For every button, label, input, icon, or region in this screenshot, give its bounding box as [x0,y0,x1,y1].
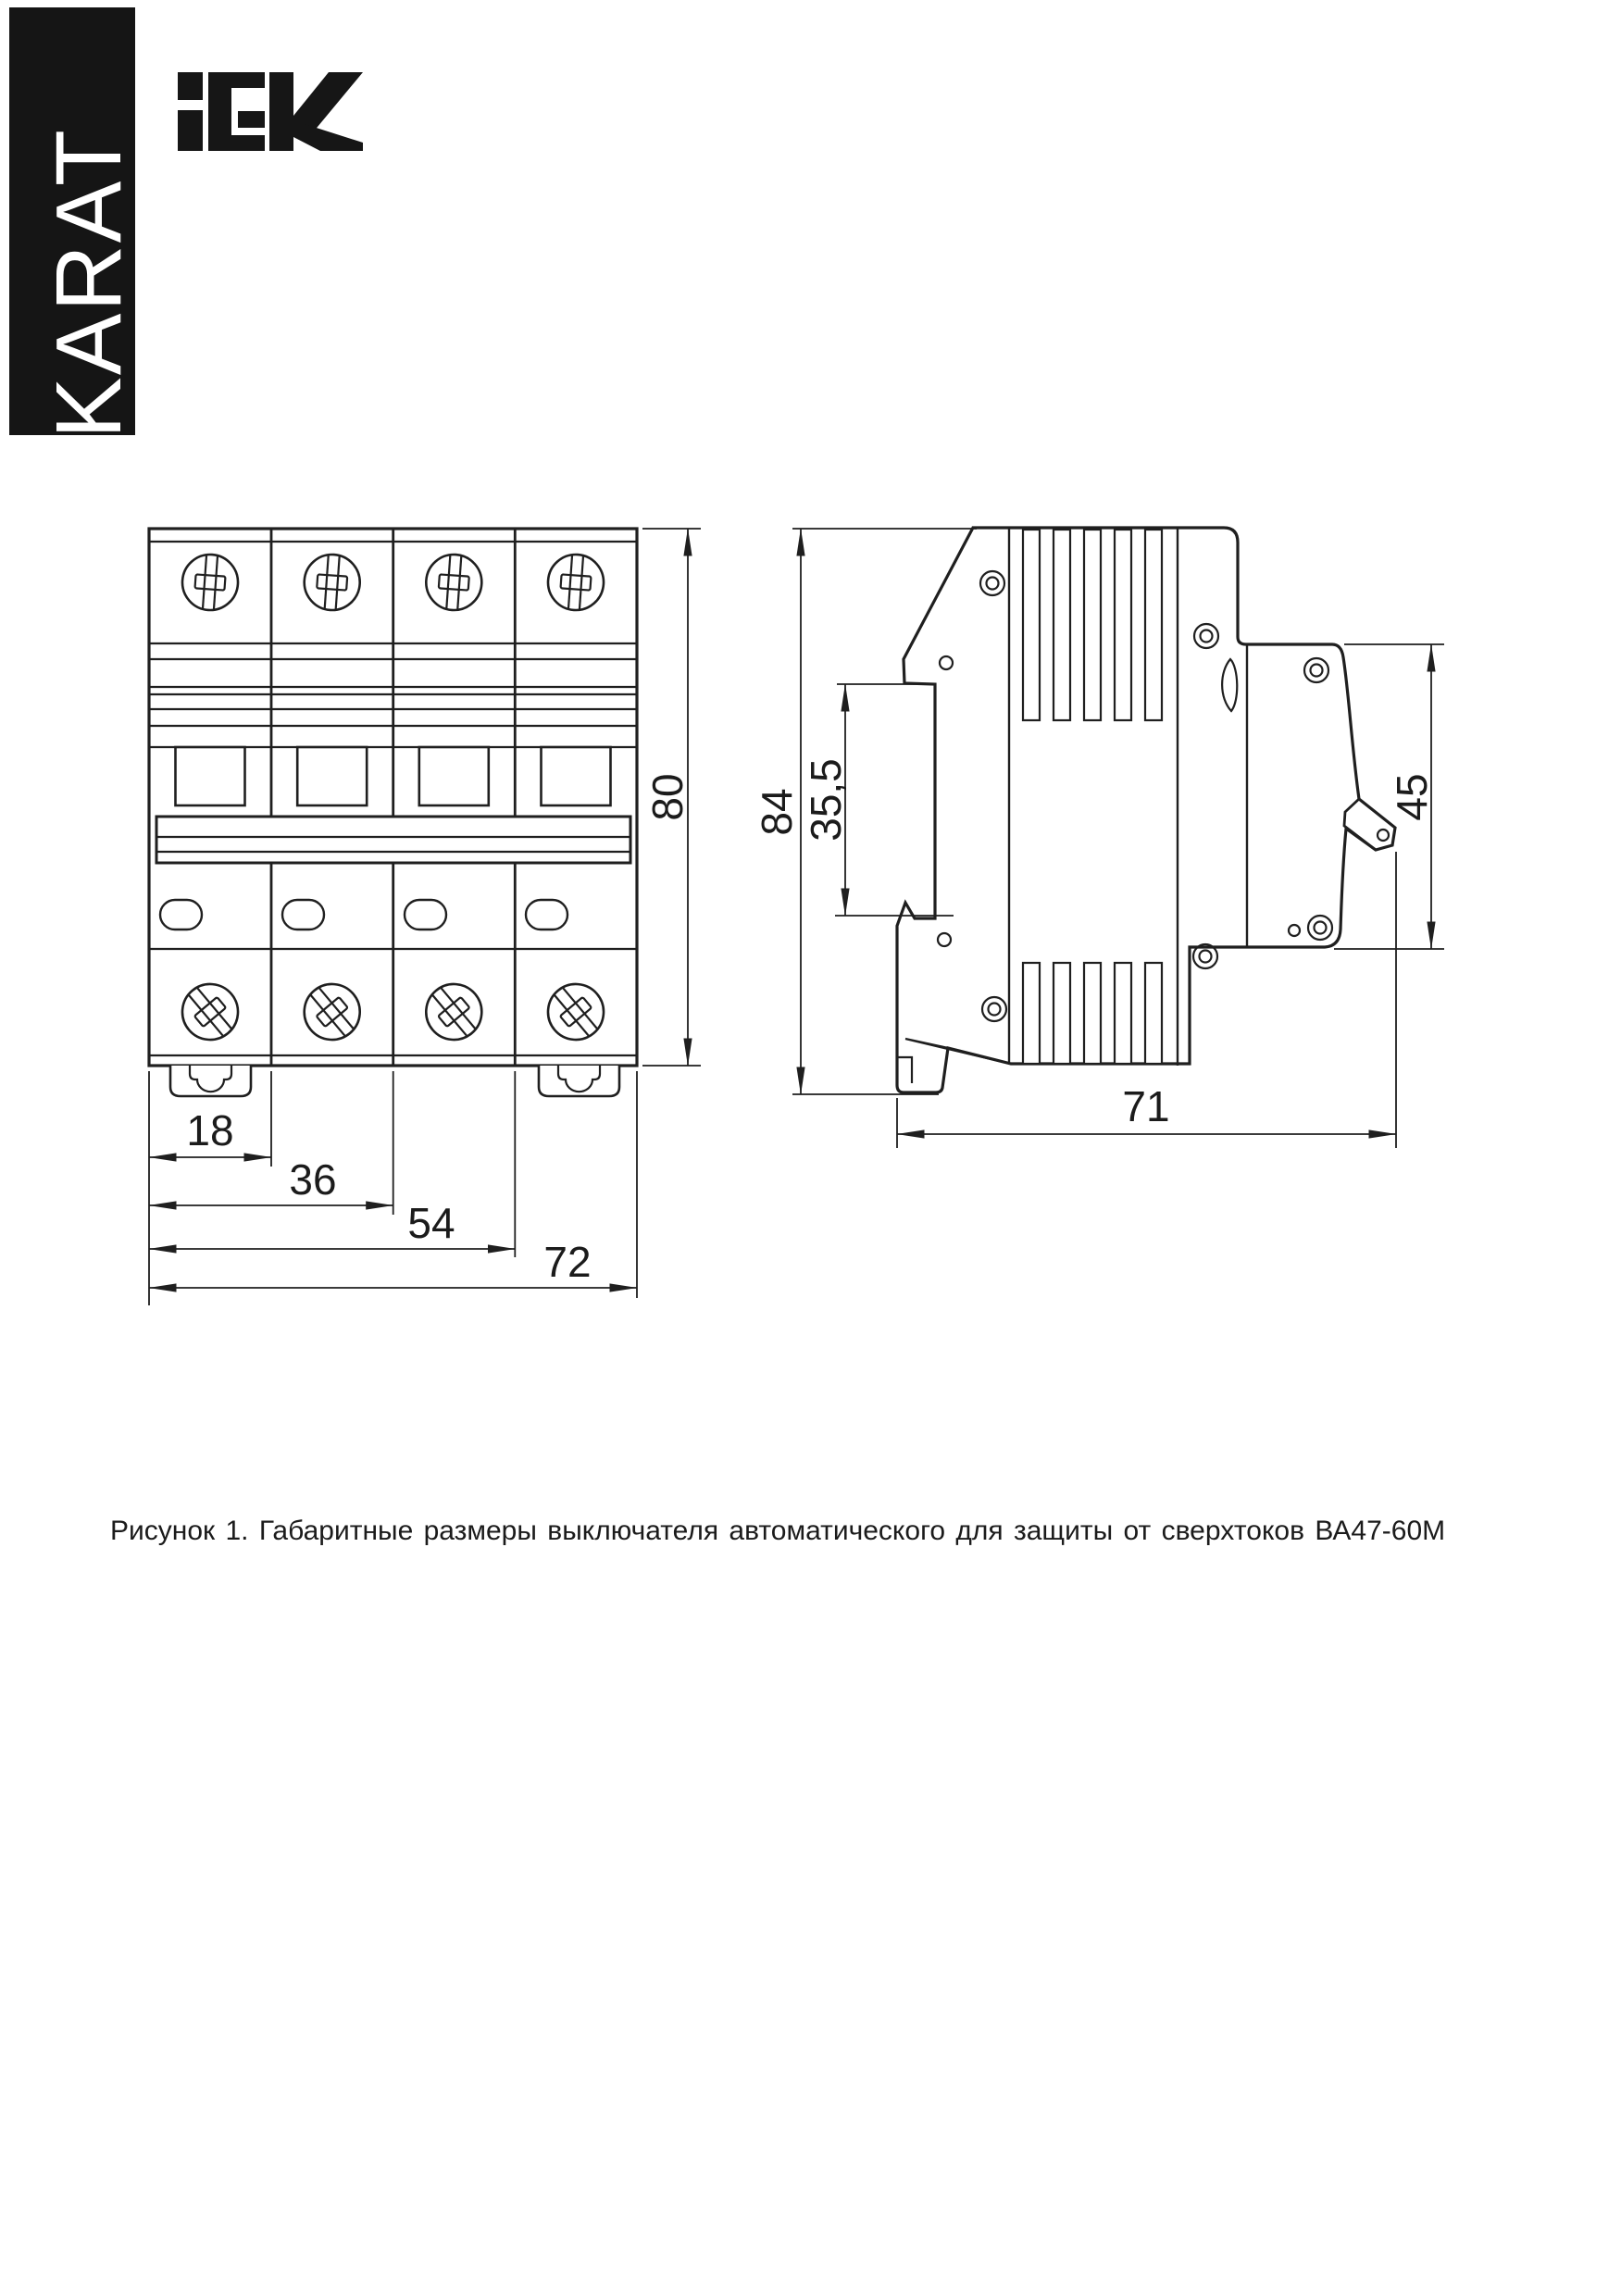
front-view [149,529,701,1305]
dim-rail-recess-label: 35,5 [802,758,850,842]
din-clip [170,1066,251,1096]
dim-rail-recess [802,684,954,916]
dim-module-width-label: 18 [186,1106,234,1154]
label-window [405,900,446,930]
dim-overall-width-label: 72 [543,1238,592,1286]
toggle-handle [542,747,611,805]
dim-overall-depth-label: 71 [1122,1082,1170,1130]
toggle-handle [419,747,489,805]
label-window [282,900,324,930]
dim-three-modules-label: 54 [407,1199,455,1247]
figure-caption: Рисунок 1. Габаритные размеры выключателя автоматического для защиты от сверхтоков ВА47-60М [110,1516,1446,1546]
dim-front-height [642,529,701,1066]
dim-side-height-label: 84 [753,788,801,836]
dim-width-chain [149,1071,637,1305]
toggle-handle [297,747,367,805]
dim-face-height-label: 45 [1388,773,1436,821]
handle-tie-bar [156,817,630,863]
label-window [526,900,567,930]
din-clip [539,1066,619,1096]
label-window [160,900,202,930]
toggle-handle [176,747,245,805]
side-view [753,528,1444,1148]
series-banner-label: KARAT [37,128,141,439]
dim-two-modules-label: 36 [289,1155,337,1204]
dim-front-height-label: 80 [643,773,692,821]
